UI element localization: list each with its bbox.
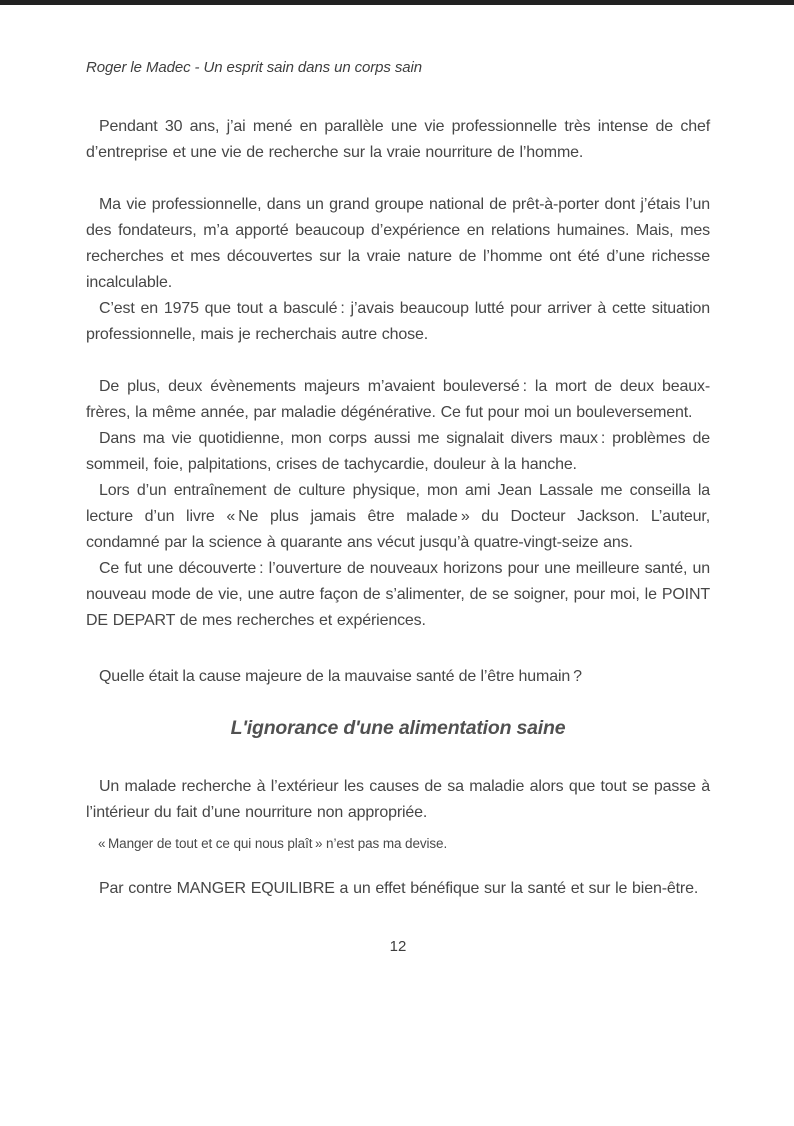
- body-paragraph: De plus, deux évènements majeurs m’avaient bouleversé : la mort de deux beaux-frères, la même année, par maladie dégénérative. Ce fut pour moi un bouleversement.: [86, 378, 710, 421]
- body-paragraph: Lors d’un entraînement de culture physique, mon ami Jean Lassale me conseilla la lecture d’un livre « Ne plus jamais être malade » du Docteur Jackson. L’auteur, condamné par la science à quarante ans vécut jusqu’à quatre-vingt-seize ans.: [86, 482, 710, 551]
- body-paragraph: Dans ma vie quotidienne, mon corps aussi me signalait divers maux : problèmes de sommeil, foie, palpitations, crises de tachycardie, douleur à la hanche.: [86, 430, 710, 473]
- page-body: [86, 114, 710, 958]
- body-paragraph: Pendant 30 ans, j’ai mené en parallèle une vie professionnelle très intense de chef d’entreprise et une vie de recherche sur la vraie nourriture de l’homme.: [86, 118, 710, 161]
- body-paragraph: Par contre MANGER EQUILIBRE a un effet bénéfique sur la santé et sur le bien-être.: [99, 880, 699, 897]
- body-paragraph: Ce fut une découverte : l’ouverture de nouveaux horizons pour une meilleure santé, un nouveau mode de vie, une autre façon de s’alimenter, de se soigner, pour moi, le POINT DE DEPART de mes recherches et expériences.: [86, 560, 710, 629]
- section-heading: L'ignorance d'une alimentation saine: [230, 717, 566, 739]
- page-number: 12: [389, 938, 407, 955]
- devise-line: « Manger de tout et ce qui nous plaît » n’est pas ma devise.: [98, 836, 448, 851]
- top-border-bar: [0, 0, 794, 5]
- body-paragraph: Un malade recherche à l’extérieur les causes de sa maladie alors que tout se passe à l’intérieur du fait d’une nourriture non appropriée.: [86, 778, 710, 821]
- running-header: Roger le Madec - Un esprit sain dans un corps sain: [86, 59, 423, 76]
- question-line: Quelle était la cause majeure de la mauvaise santé de l’être humain ?: [99, 668, 582, 685]
- body-paragraph: Ma vie professionnelle, dans un grand groupe national de prêt-à-porter dont j’étais l’un des fondateurs, m’a apporté beaucoup d’expérience en relations humaines. Mais, mes recherches et mes découvertes sur la vraie nature de l’homme ont été d’une richesse incalculable.: [86, 196, 710, 291]
- body-paragraph: C’est en 1975 que tout a basculé : j’avais beaucoup lutté pour arriver à cette situation professionnelle, mais je recherchais autre chose.: [86, 300, 710, 343]
